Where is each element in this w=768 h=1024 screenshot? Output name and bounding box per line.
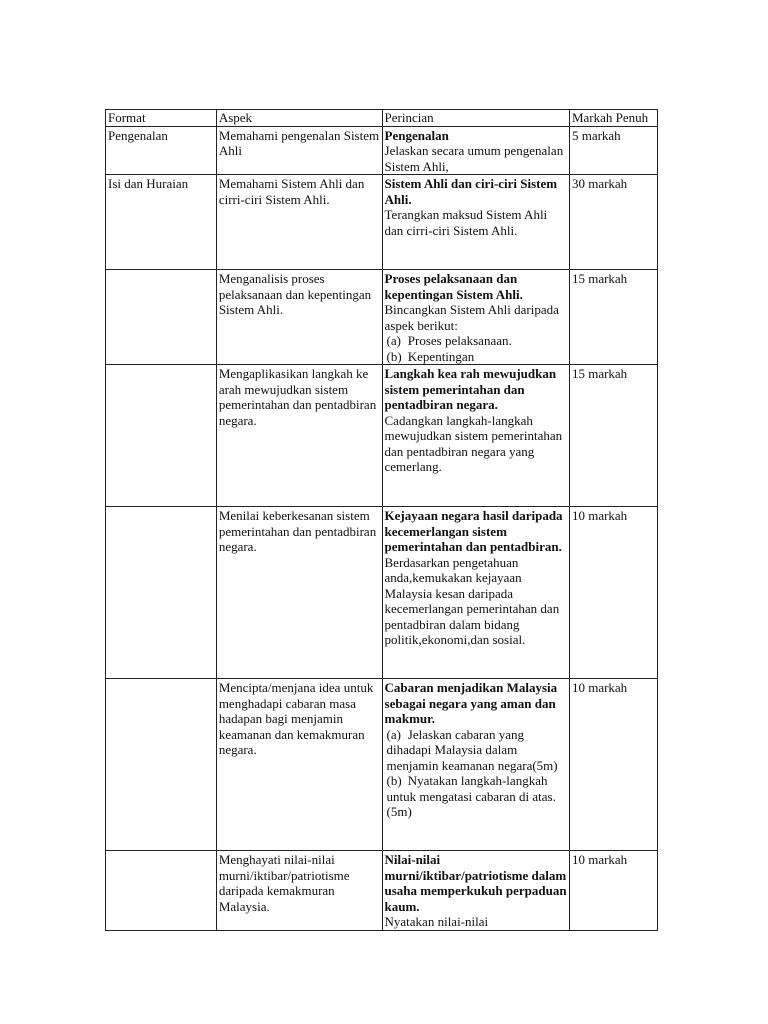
aspek-cell: Mengaplikasikan langkah ke arah mewujudkan sistem pemerintahan dan pentadbiran negara. <box>216 365 382 507</box>
table-body <box>106 126 658 931</box>
perincian-list-item <box>385 333 567 349</box>
perincian-text: Nyatakan nilai-nilai <box>384 914 489 929</box>
rubric-table <box>105 109 658 931</box>
markah-cell: 15 markah <box>569 365 657 507</box>
perincian-heading: Sistem Ahli dan ciri-ciri Sistem Ahli. <box>384 176 558 207</box>
perincian-cell <box>382 270 569 365</box>
perincian-text: Cadangkan langkah-langkah mewujudkan sistem pemerintahan dan pentadbiran negara yang cemerlang. <box>384 412 563 474</box>
perincian-cell <box>382 175 569 270</box>
header-format: Format <box>106 110 217 127</box>
perincian-text: Terangkan maksud Sistem Ahli dan cirri-ciri Sistem Ahli. <box>384 207 548 238</box>
list-item-text: Nyatakan langkah-langkah untuk mengatasi cabaran di atas.(5m) <box>386 773 556 819</box>
perincian-cell <box>382 365 569 507</box>
aspek-cell: Menilai keberkesanan sistem pemerintahan dan pentadbiran negara. <box>216 507 382 679</box>
table-row <box>106 126 658 175</box>
perincian-heading: Pengenalan <box>384 127 449 143</box>
markah-cell: 30 markah <box>569 175 657 270</box>
aspek-cell: Menghayati nilai-nilai murni/iktibar/patriotisme daripada kemakmuran Malaysia. <box>216 851 382 931</box>
perincian-list-item <box>385 349 567 365</box>
format-cell <box>106 365 217 507</box>
format-cell <box>106 679 217 851</box>
markah-cell: 10 markah <box>569 679 657 851</box>
table-row <box>106 679 658 851</box>
aspek-cell: Mencipta/menjana idea untuk menghadapi cabaran masa hadapan bagi menjamin keamanan dan kemakmuran negara. <box>216 679 382 851</box>
aspek-cell: Memahami pengenalan Sistem Ahli <box>216 126 382 175</box>
markah-cell: 15 markah <box>569 270 657 365</box>
markah-cell: 10 markah <box>569 851 657 931</box>
perincian-heading: Proses pelaksanaan dan kepentingan Sistem Ahli. <box>384 271 523 302</box>
list-item-label: (a) <box>386 333 401 348</box>
perincian-cell <box>382 679 569 851</box>
perincian-text: Jelaskan secara umum pengenalan Sistem Ahli, <box>384 143 564 174</box>
perincian-heading: Kejayaan negara hasil daripada kecemerlangan sistem pemerintahan dan pentadbiran. <box>384 508 563 554</box>
perincian-text: Berdasarkan pengetahuan anda,kemukakan kejayaan Malaysia kesan daripada kecemerlangan pemerintahan dan pentadbiran dalam bidang politik,ekonomi,dan sosial. <box>384 554 560 647</box>
list-item-label: (b) <box>386 348 402 364</box>
perincian-heading: Nilai-nilai murni/iktibar/patriotisme dalam usaha memperkukuh perpaduan kaum. <box>384 852 567 914</box>
format-cell: Pengenalan <box>106 126 217 175</box>
table-row <box>106 175 658 270</box>
header-aspek: Aspek <box>216 110 382 127</box>
perincian-text: Bincangkan Sistem Ahli daripada aspek berikut: <box>384 302 559 333</box>
header-perincian: Perincian <box>382 110 569 127</box>
perincian-cell <box>382 507 569 679</box>
table-header-row <box>106 110 658 127</box>
perincian-heading: Cabaran menjadikan Malaysia sebagai negara yang aman dan makmur. <box>384 680 558 726</box>
perincian-heading: Langkah kea rah mewujudkan sistem pemerintahan dan pentadbiran negara. <box>384 366 557 412</box>
list-item-text: Proses pelaksanaan. <box>407 333 512 348</box>
table-row <box>106 365 658 507</box>
list-item-text: Kepentingan <box>407 348 475 364</box>
header-markah-penuh: Markah Penuh <box>569 110 657 127</box>
list-item-text: Jelaskan cabaran yang dihadapi Malaysia dalam menjamin keamanan negara(5m) <box>386 726 558 773</box>
table-row <box>106 507 658 679</box>
perincian-cell <box>382 126 569 175</box>
format-cell <box>106 507 217 679</box>
aspek-cell: Menganalisis proses pelaksanaan dan kepentingan Sistem Ahli. <box>216 270 382 365</box>
table-row <box>106 851 658 931</box>
list-item-label: (a) <box>386 726 401 742</box>
format-cell <box>106 270 217 365</box>
markah-cell: 5 markah <box>569 126 657 175</box>
markah-cell: 10 markah <box>569 507 657 679</box>
format-cell: Isi dan Huraian <box>106 175 217 270</box>
list-item-label: (b) <box>386 773 402 788</box>
perincian-list-item <box>385 727 567 774</box>
table-row <box>106 270 658 365</box>
perincian-list-item <box>385 773 567 820</box>
perincian-cell <box>382 851 569 931</box>
format-cell <box>106 851 217 931</box>
aspek-cell: Memahami Sistem Ahli dan cirri-ciri Sistem Ahli. <box>216 175 382 270</box>
